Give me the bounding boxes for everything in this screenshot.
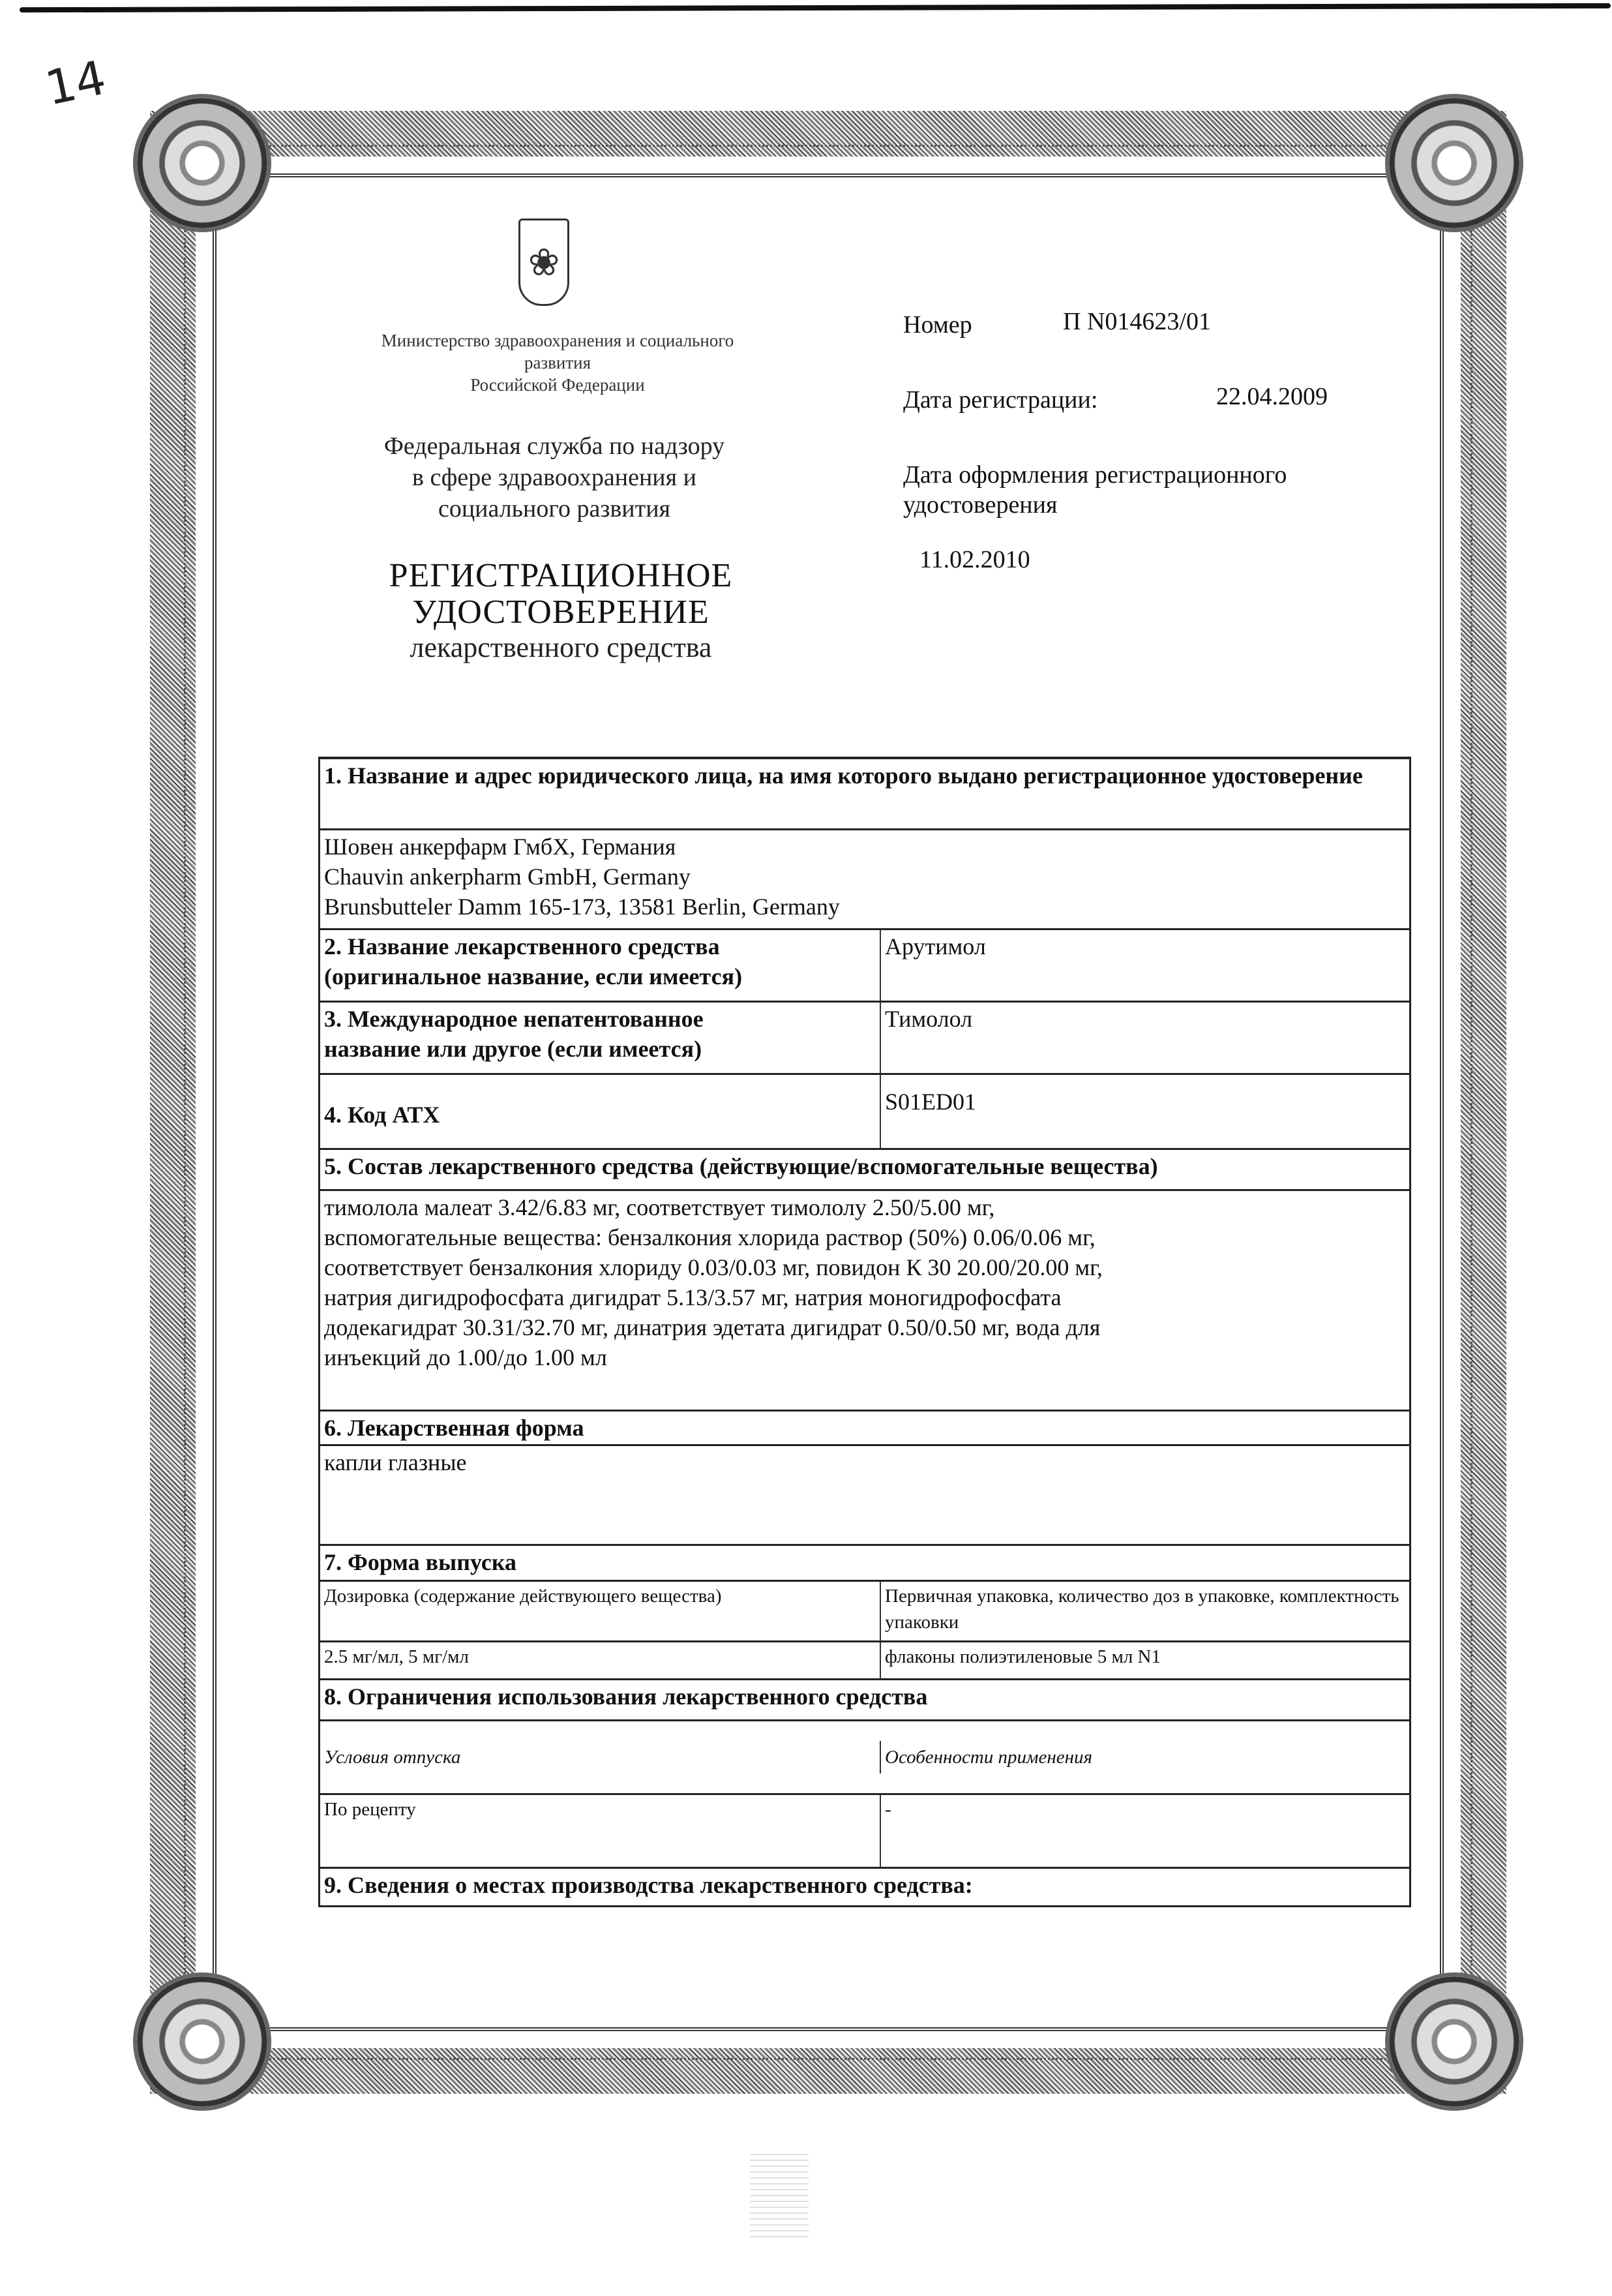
drug-trade-name: Арутимол	[885, 933, 986, 959]
section-2-heading-line: (оригинальное название, если имеется)	[324, 963, 743, 989]
section-2-row	[320, 928, 1409, 1001]
section-9-heading: 9. Сведения о местах производства лекарственного средства:	[324, 1872, 973, 1898]
composition-text	[320, 1191, 1409, 1410]
certificate-title	[326, 558, 796, 631]
composition-line: тимолола малеат 3.42/6.83 мг, соответствует тимололу 2.50/5.00 мг,	[324, 1194, 995, 1220]
composition-line: додекагидрат 30.31/32.70 мг, динатрия эдетата дигидрат 0.50/0.50 мг, вода для	[324, 1314, 1101, 1340]
composition-line: соответствует бензалкония хлориду 0.03/0.03 мг, повидон К 30 20.00/20.00 мг,	[324, 1254, 1103, 1280]
owner-name-en: Chauvin ankerpharm GmbH, Germany	[324, 864, 691, 890]
section-1-body-row	[320, 828, 1409, 928]
section-9-heading-row	[320, 1867, 1409, 1905]
section-4-row	[320, 1073, 1409, 1148]
owner-address: Brunsbutteler Damm 165-173, 13581 Berlin, Germany	[324, 894, 840, 920]
section-7-heading-row	[320, 1544, 1409, 1580]
service-line: Федеральная служба по надзору	[383, 432, 725, 460]
section-8-heading-row	[320, 1678, 1409, 1719]
corner-rosette-icon	[1389, 98, 1519, 228]
section-8-heading: 8. Ограничения использования лекарственного средства	[324, 1684, 928, 1710]
number-value: П N014623/01	[1063, 308, 1211, 335]
dispensing-conditions-header: Условия отпуска	[320, 1741, 881, 1774]
section-7-column-headers	[320, 1580, 1409, 1640]
section-7-heading: 7. Форма выпуска	[324, 1549, 517, 1575]
registration-date-value: 22.04.2009	[1216, 383, 1328, 410]
registration-date-label: Дата регистрации:	[903, 386, 1098, 414]
dosage-value: 2.5 мг/мл, 5 мг/мл	[320, 1642, 881, 1678]
scan-edge-line	[20, 3, 1611, 12]
packaging-value: флаконы полиэтиленовые 5 мл N1	[885, 1646, 1161, 1667]
certificate-subtitle: лекарственного средства	[410, 631, 712, 663]
drug-inn-name: Тимолол	[885, 1006, 973, 1032]
packaging-column-header: Первичная упаковка, количество доз в упаковке, комплектность упаковки	[885, 1586, 1399, 1633]
corner-rosette-icon	[137, 98, 267, 228]
section-6-heading-row	[320, 1410, 1409, 1444]
issue-date-value: 11.02.2010	[919, 546, 1030, 573]
dosage-column-header: Дозировка (содержание действующего вещества)	[320, 1582, 881, 1640]
section-3-heading-line: 3. Международное непатентованное	[324, 1006, 704, 1032]
certificate-table	[318, 757, 1411, 1907]
section-1-heading-row	[320, 759, 1409, 828]
dispensing-conditions-value: По рецепту	[320, 1795, 881, 1867]
title-line: УДОСТОВЕРЕНИЕ	[412, 594, 709, 631]
section-6-body-row	[320, 1444, 1409, 1544]
section-3-row	[320, 1001, 1409, 1073]
section-5-heading: 5. Состав лекарственного средства (действующие/вспомогательные вещества)	[324, 1153, 1158, 1179]
section-1-body	[320, 830, 1409, 928]
ministry-line: Министерство здравоохранения и социального	[381, 331, 734, 350]
number-label: Номер	[903, 311, 972, 339]
composition-line: вспомогательные вещества: бензалкония хлорида раствор (50%) 0.06/0.06 мг,	[324, 1224, 1096, 1250]
composition-line: инъекций до 1.00/до 1.00 мл	[324, 1344, 607, 1370]
atc-code: S01ED01	[885, 1089, 977, 1115]
service-name	[306, 430, 802, 524]
section-2-heading	[320, 930, 881, 1001]
corner-rosette-icon	[137, 1976, 267, 2107]
section-8-data-row	[320, 1793, 1409, 1867]
service-line: в сфере здравоохранения и	[412, 464, 696, 491]
section-7-data-row	[320, 1640, 1409, 1678]
corner-rosette-icon	[1389, 1976, 1519, 2107]
section-4-heading: 4. Код АТХ	[320, 1075, 881, 1148]
section-3-heading	[320, 1003, 881, 1073]
dosage-form: капли глазные	[324, 1449, 467, 1475]
section-5-body-row	[320, 1189, 1409, 1410]
ministry-line: Российской Федерации	[470, 375, 645, 395]
coat-of-arms-icon: ❀	[518, 219, 569, 306]
owner-name-ru: Шовен анкерфарм ГмбХ, Германия	[324, 834, 676, 860]
section-3-heading-line: название или другое (если имеется)	[324, 1036, 702, 1062]
ministry-line: развития	[524, 353, 591, 372]
section-1-heading: 1. Название и адрес юридического лица, на имя которого выдано регистрационное удостоверение	[324, 763, 1363, 789]
issue-date-label: Дата оформления регистрационного удостоверения	[903, 461, 1287, 519]
section-6-heading: 6. Лекарственная форма	[324, 1415, 584, 1441]
scan-artifact	[750, 2152, 809, 2237]
composition-line: натрия дигидрофосфата дигидрат 5.13/3.57 мг, натрия моногидрофосфата	[324, 1284, 1062, 1310]
section-8-column-headers	[320, 1719, 1409, 1793]
usage-specifics-value: -	[885, 1799, 891, 1820]
handwritten-page-number: 14	[40, 50, 111, 116]
ministry-name	[287, 329, 828, 396]
usage-specifics-header: Особенности применения	[885, 1747, 1093, 1768]
section-5-heading-row	[320, 1148, 1409, 1189]
section-2-heading-line: 2. Название лекарственного средства	[324, 933, 720, 959]
service-line: социального развития	[438, 495, 671, 522]
title-line: РЕГИСТРАЦИОННОЕ	[389, 557, 733, 594]
